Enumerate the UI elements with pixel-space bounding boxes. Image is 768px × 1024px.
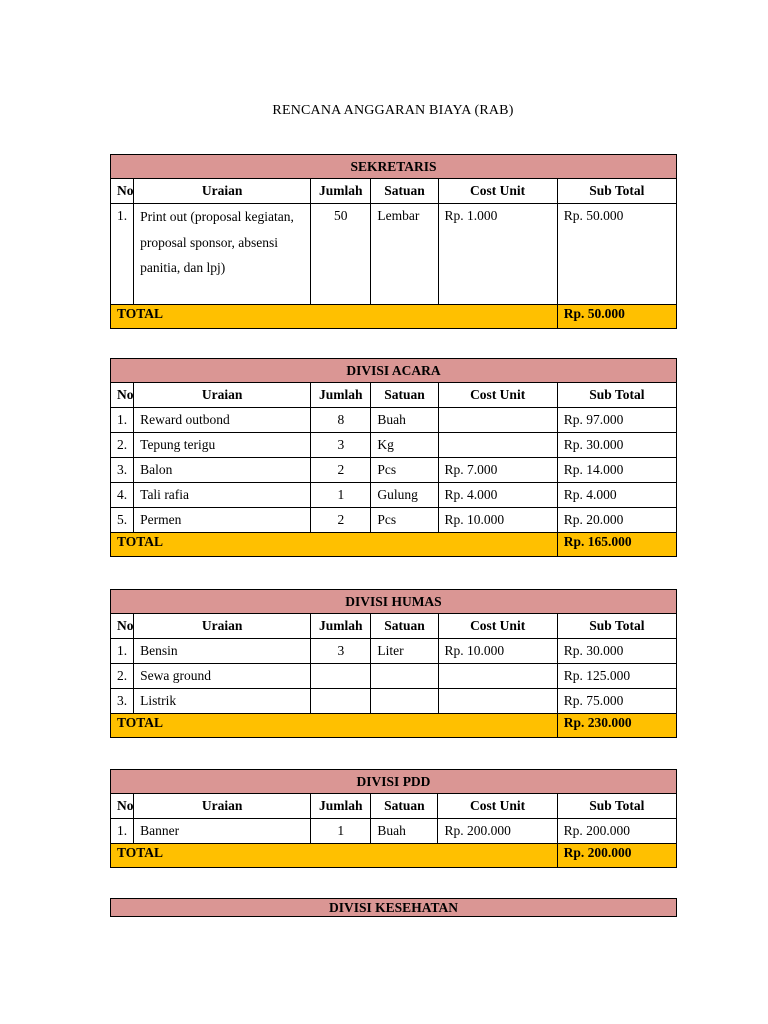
cell-uraian: Tepung terigu [134, 433, 311, 458]
cell-satuan: Lembar [371, 204, 438, 305]
cell-cost-unit [438, 408, 557, 433]
cell-jumlah: 50 [311, 204, 371, 305]
col-jumlah-header: Jumlah [311, 383, 371, 408]
cell-uraian: Balon [134, 458, 311, 483]
cell-no: 5. [111, 508, 134, 533]
cell-uraian: Listrik [134, 689, 311, 714]
cell-no: 1. [111, 204, 134, 305]
column-header-row [111, 179, 677, 204]
col-satuan-header: Satuan [371, 614, 438, 639]
section-title-divisi-humas: DIVISI HUMAS [111, 590, 677, 614]
cell-no: 3. [111, 689, 134, 714]
column-header-row [111, 383, 677, 408]
table-row [111, 639, 677, 664]
cell-no: 2. [111, 433, 134, 458]
table-sekretaris [110, 154, 677, 329]
total-value: Rp. 200.000 [557, 844, 676, 868]
cell-uraian: Permen [134, 508, 311, 533]
cell-no: 4. [111, 483, 134, 508]
col-satuan-header: Satuan [371, 794, 438, 819]
cell-cost-unit: Rp. 10.000 [438, 508, 557, 533]
col-uraian-header: Uraian [134, 614, 311, 639]
total-value: Rp. 50.000 [557, 305, 676, 329]
cell-satuan: Liter [371, 639, 438, 664]
total-row [111, 305, 677, 329]
total-value: Rp. 230.000 [557, 714, 676, 738]
cell-no: 2. [111, 664, 134, 689]
cell-no: 3. [111, 458, 134, 483]
cell-sub-total: Rp. 30.000 [557, 639, 676, 664]
cell-satuan: Gulung [371, 483, 438, 508]
col-satuan-header: Satuan [371, 179, 438, 204]
table-divisi-kesehatan [110, 898, 677, 917]
total-row [111, 533, 677, 557]
col-sub-total-header: Sub Total [557, 794, 676, 819]
col-uraian-header: Uraian [134, 179, 311, 204]
cell-jumlah: 2 [311, 458, 371, 483]
col-cost-unit-header: Cost Unit [438, 179, 557, 204]
col-no-header: No [111, 179, 134, 204]
cell-cost-unit: Rp. 7.000 [438, 458, 557, 483]
document-title: RENCANA ANGGARAN BIAYA (RAB) [272, 103, 514, 118]
section-title-divisi-kesehatan: DIVISI KESEHATAN [111, 899, 677, 917]
table-divisi-acara [110, 358, 677, 557]
cell-satuan: Buah [371, 408, 438, 433]
col-jumlah-header: Jumlah [311, 614, 371, 639]
col-no-header: No [111, 383, 134, 408]
table-row [111, 664, 677, 689]
cell-satuan: Kg [371, 433, 438, 458]
column-header-row [111, 794, 677, 819]
table-row [111, 819, 677, 844]
cell-cost-unit [438, 664, 557, 689]
cell-no: 1. [111, 819, 134, 844]
cell-jumlah: 1 [311, 483, 371, 508]
cell-jumlah: 1 [311, 819, 371, 844]
cell-uraian: Reward outbond [134, 408, 311, 433]
col-satuan-header: Satuan [371, 383, 438, 408]
cell-satuan: Pcs [371, 508, 438, 533]
cell-no: 1. [111, 408, 134, 433]
cell-jumlah [311, 689, 371, 714]
cell-uraian: Sewa ground [134, 664, 311, 689]
total-label: TOTAL [111, 714, 558, 738]
column-header-row [111, 614, 677, 639]
col-uraian-header: Uraian [134, 383, 311, 408]
cell-sub-total: Rp. 125.000 [557, 664, 676, 689]
cell-cost-unit: Rp. 4.000 [438, 483, 557, 508]
table-row [111, 483, 677, 508]
cell-satuan [371, 664, 438, 689]
section-title-sekretaris: SEKRETARIS [111, 155, 677, 179]
table-divisi-humas [110, 589, 677, 738]
cell-cost-unit [438, 689, 557, 714]
cell-uraian: Bensin [134, 639, 311, 664]
cell-sub-total: Rp. 20.000 [557, 508, 676, 533]
cell-jumlah [311, 664, 371, 689]
section-title-divisi-acara: DIVISI ACARA [111, 359, 677, 383]
col-no-header: No [111, 794, 134, 819]
col-no-header: No [111, 614, 134, 639]
cell-satuan: Buah [371, 819, 438, 844]
col-sub-total-header: Sub Total [557, 179, 676, 204]
cell-sub-total: Rp. 14.000 [557, 458, 676, 483]
cell-uraian: Print out (proposal kegiatan, proposal sponsor, absensi panitia, dan lpj) [134, 204, 311, 305]
total-row [111, 844, 677, 868]
col-sub-total-header: Sub Total [557, 383, 676, 408]
total-label: TOTAL [111, 305, 558, 329]
table-row [111, 204, 677, 305]
cell-sub-total: Rp. 75.000 [557, 689, 676, 714]
total-label: TOTAL [111, 844, 558, 868]
cell-jumlah: 8 [311, 408, 371, 433]
col-cost-unit-header: Cost Unit [438, 614, 557, 639]
table-divisi-pdd [110, 769, 677, 868]
cell-sub-total: Rp. 200.000 [557, 819, 676, 844]
cell-cost-unit [438, 433, 557, 458]
cell-uraian: Tali rafia [134, 483, 311, 508]
total-row [111, 714, 677, 738]
cell-jumlah: 2 [311, 508, 371, 533]
col-jumlah-header: Jumlah [311, 179, 371, 204]
cell-satuan [371, 689, 438, 714]
section-title-divisi-pdd: DIVISI PDD [111, 770, 677, 794]
col-sub-total-header: Sub Total [557, 614, 676, 639]
total-label: TOTAL [111, 533, 558, 557]
cell-cost-unit: Rp. 1.000 [438, 204, 557, 305]
cell-no: 1. [111, 639, 134, 664]
col-jumlah-header: Jumlah [311, 794, 371, 819]
col-uraian-header: Uraian [134, 794, 311, 819]
cell-satuan: Pcs [371, 458, 438, 483]
cell-cost-unit: Rp. 10.000 [438, 639, 557, 664]
col-cost-unit-header: Cost Unit [438, 794, 557, 819]
table-row [111, 689, 677, 714]
cell-sub-total: Rp. 50.000 [557, 204, 676, 305]
table-row [111, 433, 677, 458]
cell-sub-total: Rp. 4.000 [557, 483, 676, 508]
cell-sub-total: Rp. 97.000 [557, 408, 676, 433]
total-value: Rp. 165.000 [557, 533, 676, 557]
cell-jumlah: 3 [311, 639, 371, 664]
table-row [111, 508, 677, 533]
cell-jumlah: 3 [311, 433, 371, 458]
table-row [111, 458, 677, 483]
table-row [111, 408, 677, 433]
cell-cost-unit: Rp. 200.000 [438, 819, 557, 844]
cell-uraian: Banner [134, 819, 311, 844]
col-cost-unit-header: Cost Unit [438, 383, 557, 408]
cell-sub-total: Rp. 30.000 [557, 433, 676, 458]
